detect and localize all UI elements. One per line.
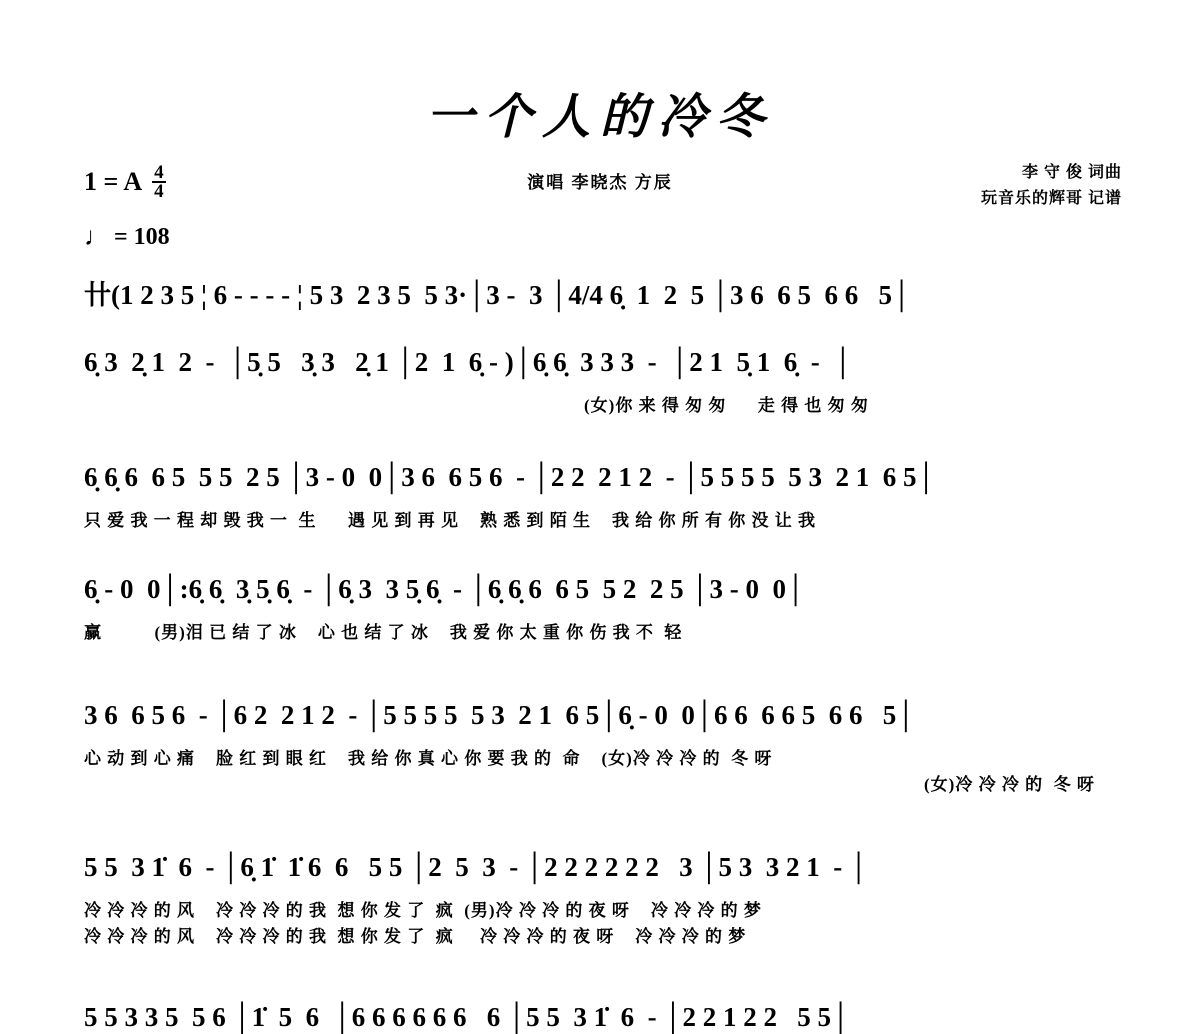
key-signature (84, 164, 166, 200)
system-6-notes: 5 5 3 1̇ 6 - │6̣ 1̇ 1̇ 6 6 5 5 │2 5 3 - │2 2 2 2 2 2 3 │5 3 3 2 1 - │ (84, 852, 869, 882)
system-3 (84, 460, 1144, 534)
system-5-lyrics-verse2: (女)冷 冷 冷 的 冬 呀 (924, 775, 1095, 794)
system-2-notes: 6̣ 3 2̣ 1 2 - │5̣ 5 3̣ 3 2̣ 1 │2 1 6̣ - )│6̣ 6̣ 3 3 3 - │2 1 5̣ 1 6̣ - │ (84, 347, 853, 377)
system-6 (84, 850, 1144, 950)
tempo-value: = 108 (114, 223, 170, 250)
key-label: 1 = A (84, 167, 143, 196)
system-2 (84, 345, 1144, 419)
system-6-lyrics-verse1: 冷 冷 冷 的 风 冷 冷 冷 的 我 想 你 发 了 疯 (男)冷 冷 冷 的 夜 呀 冷 冷 冷 的 梦 (84, 901, 762, 920)
system-4-lyrics: 赢 (男)泪 已 结 了 冰 心 也 结 了 冰 我 爱 你 太 重 你 伤 我 不 轻 (84, 623, 683, 642)
quarter-note-icon: ♩ (84, 222, 110, 251)
system-5-notes: 3 6 6 5 6 - │6 2 2 1 2 - │5 5 5 5 5 3 2 1 6 5│6̣ - 0 0│6 6 6 6 5 6 6 5│ (84, 700, 916, 730)
system-6-lyrics-verse2: 冷 冷 冷 的 风 冷 冷 冷 的 我 想 你 发 了 疯 冷 冷 冷 的 夜 呀 冷 冷 冷 的 梦 (84, 927, 747, 946)
system-3-notes: 6̣ 6̣ 6 6 5 5 5 2 5 │3 - 0 0│3 6 6 5 6 - │2 2 2 1 2 - │5 5 5 5 5 3 2 1 6 5│ (84, 462, 936, 492)
system-1-notes: 卄(1 2 3 5 ¦ 6 - - - - ¦ 5 3 2 3 5 5 3·│3 - 3 │4/4 6̣ 1 2 5 │3 6 6 5 6 6 5│ (84, 280, 912, 310)
time-signature (152, 164, 166, 200)
singer-line: 演唱 李晓杰 方辰 (527, 173, 673, 192)
system-5 (84, 698, 1144, 798)
system-5-lyrics-verse1: 心 动 到 心 痛 脸 红 到 眼 红 我 给 你 真 心 你 要 我 的 命 (女)冷 冷 冷 的 冬 呀 (84, 749, 773, 768)
system-1 (84, 278, 1144, 312)
system-7-notes: 5 5 3 3 5 5 6 │1̇ 5 6 │6 6 6 6 6 6 6 │5 5 3 1̇ 6 - │2 2 1 2 2 5 5│ (84, 1002, 851, 1032)
time-signature-numerator: 4 (154, 162, 164, 183)
system-2-lyrics: (女)你 来 得 匆 匆 走 得 也 匆 匆 (584, 396, 869, 415)
system-4-notes: 6̣ - 0 0│:6̣ 6̣ 3̣ 5̣ 6̣ - │6̣ 3 3 5̣ 6̣ - │6̣ 6̣ 6 6 5 5 2 2 5 │3 - 0 0│ (84, 574, 806, 604)
credit-line-composer: 李 守 俊 词曲 (1021, 164, 1122, 181)
credits (981, 160, 1122, 212)
system-3-lyrics: 只 爱 我 一 程 却 毁 我 一 生 遇 见 到 再 见 熟 悉 到 陌 生 我 给 你 所 有 你 没 让 我 (84, 511, 816, 530)
tempo-marking (84, 222, 170, 252)
system-7 (84, 1000, 1144, 1034)
credit-line-transcriber: 玩音乐的辉哥 记谱 (980, 190, 1122, 207)
system-4 (84, 572, 1144, 646)
time-signature-denominator: 4 (154, 181, 164, 202)
page-title: 一个人的冷冬 (425, 91, 774, 144)
